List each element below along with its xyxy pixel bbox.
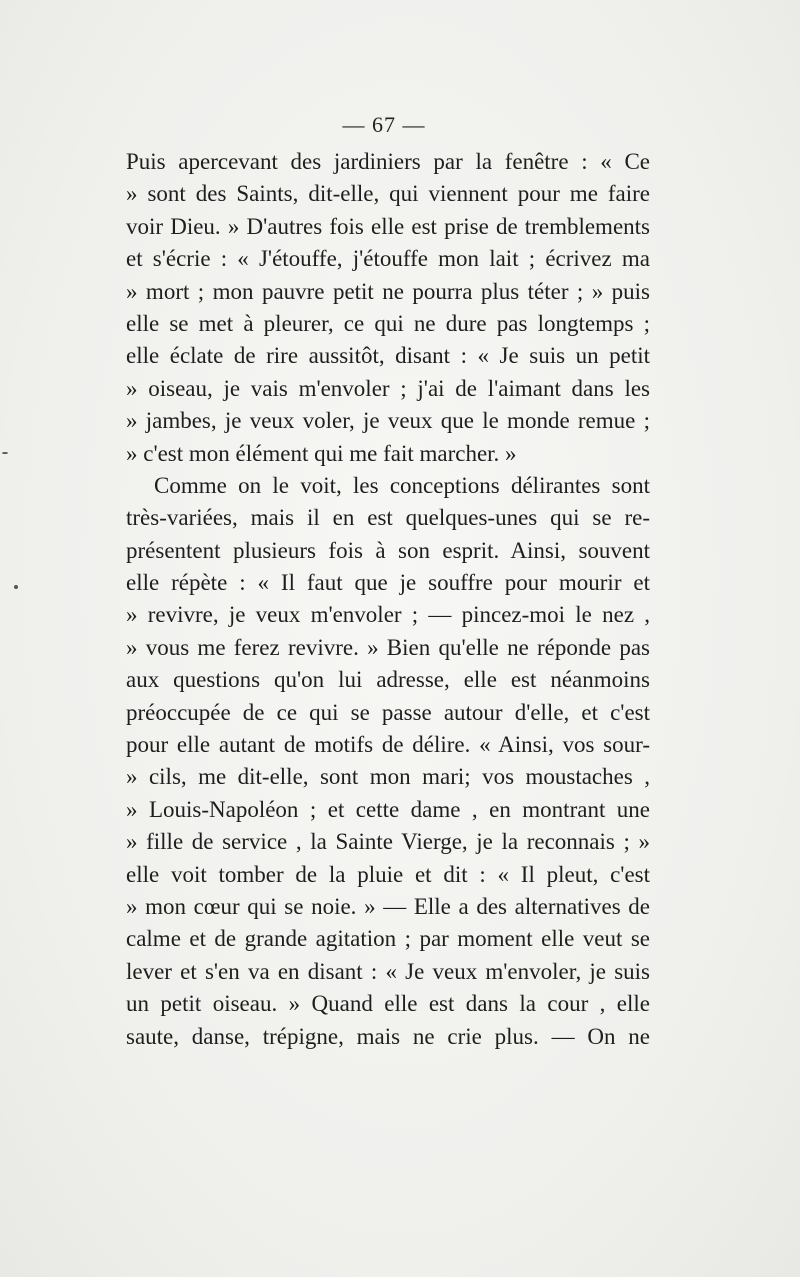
text-line: saute, danse, trépigne, mais ne crie plus. — On ne bbox=[126, 1023, 650, 1049]
text-line: elle répète : « Il faut que je souffre pour mourir et bbox=[126, 570, 650, 596]
text-line: » mort ; mon pauvre petit ne pourra plus téter ; » puis bbox=[126, 278, 650, 304]
page-number: — 67 — bbox=[342, 112, 426, 137]
text-line: » oiseau, je vais m'envoler ; j'ai de l'aimant dans les bbox=[126, 375, 650, 401]
text-line: un petit oiseau. » Quand elle est dans la cour , elle bbox=[126, 991, 650, 1017]
text-line: » Louis-Napoléon ; et cette dame , en montrant une bbox=[126, 796, 650, 822]
text-line: elle voit tomber de la pluie et dit : « Il pleut, c'est bbox=[126, 861, 650, 887]
text-line: elle se met à pleurer, ce qui ne dure pas longtemps ; bbox=[126, 310, 650, 336]
text-line: » cils, me dit-elle, sont mon mari; vos moustaches , bbox=[126, 764, 650, 790]
text-line: Comme on le voit, les conceptions délirantes sont bbox=[154, 472, 650, 498]
paragraph-2 bbox=[126, 470, 650, 1053]
text-line: » c'est mon élément qui me fait marcher. » bbox=[126, 440, 517, 466]
text-line: » revivre, je veux m'envoler ; — pincez-moi le nez , bbox=[126, 602, 650, 628]
text-line: très-variées, mais il en est quelques-unes qui se re- bbox=[126, 505, 650, 531]
text-line: » vous me ferez revivre. » Bien qu'elle ne réponde pas bbox=[126, 634, 650, 660]
text-line: elle éclate de rire aussitôt, disant : « Je suis un petit bbox=[126, 343, 650, 369]
text-line: lever et s'en va en disant : « Je veux m'envoler, je suis bbox=[126, 958, 650, 984]
text-line: aux questions qu'on lui adresse, elle est néanmoins bbox=[126, 667, 650, 693]
paper-speck bbox=[14, 585, 18, 589]
text-line: Puis apercevant des jardiniers par la fenêtre : « Ce bbox=[126, 149, 650, 174]
paragraph-1 bbox=[126, 146, 650, 470]
text-line: présentent plusieurs fois à son esprit. Ainsi, souvent bbox=[126, 537, 650, 563]
text-line: » sont des Saints, dit-elle, qui viennent pour me faire bbox=[126, 181, 650, 207]
text-line: préoccupée de ce qui se passe autour d'elle, et c'est bbox=[126, 699, 650, 725]
body-text bbox=[126, 146, 650, 1053]
text-line: » fille de service , la Sainte Vierge, je la reconnais ; » bbox=[126, 829, 650, 855]
text-line: » mon cœur qui se noie. » — Elle a des alternatives de bbox=[126, 893, 650, 919]
text-line: calme et de grande agitation ; par moment elle veut se bbox=[126, 926, 650, 952]
text-line: voir Dieu. » D'autres fois elle est prise de tremblements bbox=[126, 213, 650, 239]
paper-speck bbox=[2, 452, 8, 454]
text-line: pour elle autant de motifs de délire. « Ainsi, vos sour- bbox=[126, 732, 650, 758]
text-line: et s'écrie : « J'étouffe, j'étouffe mon lait ; écrivez ma bbox=[126, 246, 650, 272]
text-line: » jambes, je veux voler, je veux que le monde remue ; bbox=[126, 408, 650, 434]
